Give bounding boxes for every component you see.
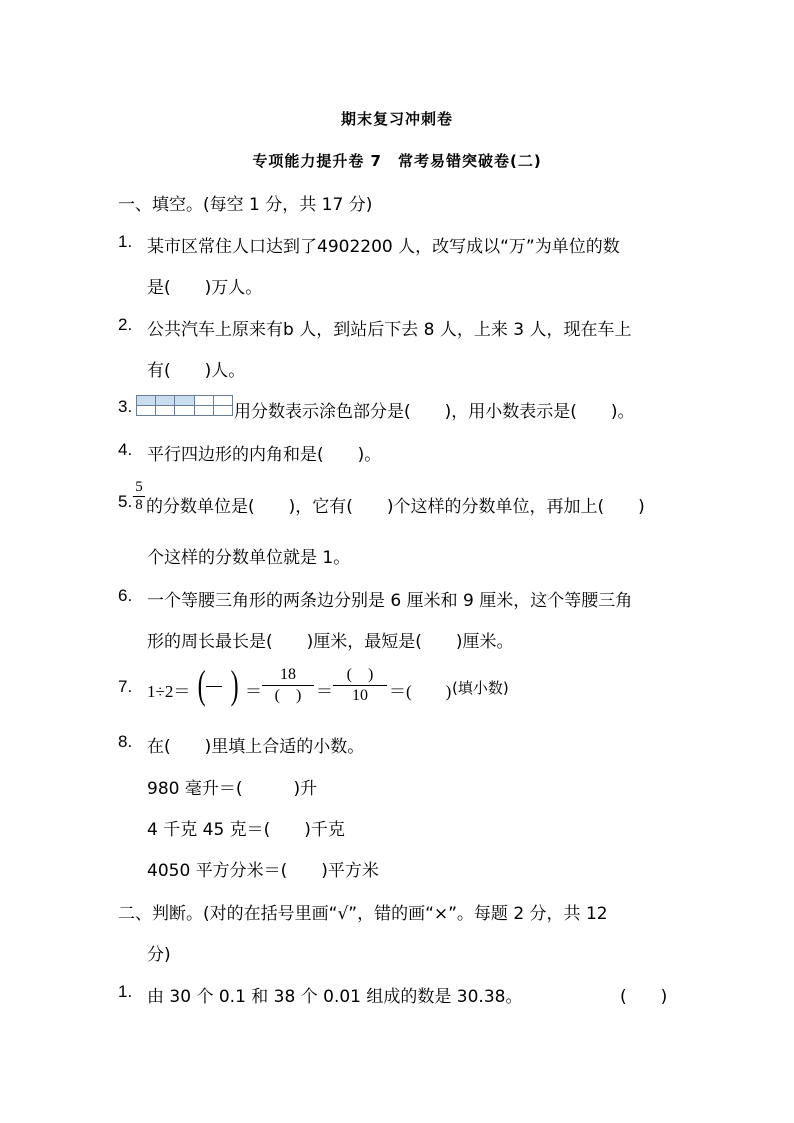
blank-fraction-bar bbox=[206, 686, 222, 687]
section-2-heading-line-1: 二、判断。(对的在括号里画“√”，错的画“×”。每题 2 分，共 12 bbox=[118, 904, 608, 924]
fraction-denominator: ( ) bbox=[274, 687, 302, 704]
page-title: 期末复习冲刺卷 bbox=[340, 110, 453, 128]
grid-cell bbox=[155, 405, 175, 416]
grid-cell bbox=[213, 405, 233, 416]
question-number: 8. bbox=[118, 732, 133, 751]
fraction-denominator: 8 bbox=[135, 497, 143, 513]
question-6-line-1: 一个等腰三角形的两条边分别是 6 厘米和 9 厘米，这个等腰三角 bbox=[147, 591, 633, 611]
question-2-line-2: 有( )人。 bbox=[147, 361, 246, 381]
fraction-denominator: 10 bbox=[352, 687, 368, 704]
fill-decimal-hint: (填小数) bbox=[452, 679, 509, 697]
question-5-line-2: 个这样的分数单位就是 1。 bbox=[147, 548, 351, 568]
question-number: 1. bbox=[118, 232, 133, 251]
question-number: 1. bbox=[118, 982, 133, 1001]
section-1-heading: 一、填空。(每空 1 分，共 17 分) bbox=[118, 195, 373, 215]
question-3-text: 用分数表示涂色部分是( )，用小数表示是( )。 bbox=[234, 402, 635, 422]
question-number: 4. bbox=[118, 440, 133, 459]
answer-blank: ( ) bbox=[620, 987, 668, 1007]
question-1-line-2: 是( )万人。 bbox=[147, 278, 263, 298]
question-2-line-1: 公共汽车上原来有b 人，到站后下去 8 人，上来 3 人，现在车上 bbox=[147, 320, 632, 340]
grid-cell bbox=[136, 405, 156, 416]
page-subtitle: 专项能力提升卷 7 常考易错突破卷(二) bbox=[252, 152, 542, 170]
conversion-item: 980 毫升＝( )升 bbox=[147, 779, 318, 799]
shaded-grid-figure bbox=[136, 395, 232, 415]
question-8-text: 在( )里填上合适的小数。 bbox=[147, 737, 365, 757]
question-6-line-2: 形的周长最长是( )厘米，最短是( )厘米。 bbox=[147, 632, 514, 652]
conversion-item: 4 千克 45 克＝( )千克 bbox=[147, 820, 345, 840]
question-5-line-1: 的分数单位是( )，它有( )个这样的分数单位，再加上( ) bbox=[146, 497, 645, 517]
equals-sign: ＝ bbox=[245, 682, 262, 701]
equation-rhs: ＝( ) bbox=[389, 682, 452, 701]
question-number: 7. bbox=[118, 677, 133, 696]
equation-lhs: 1÷2＝ bbox=[147, 682, 191, 701]
grid-cell bbox=[174, 405, 194, 416]
fraction-numerator: ( ) bbox=[346, 666, 374, 683]
question-4-text: 平行四边形的内角和是( )。 bbox=[147, 445, 382, 465]
fraction-18-over-blank bbox=[262, 665, 314, 706]
judgement-1-text: 由 30 个 0.1 和 38 个 0.01 组成的数是 30.38。 bbox=[147, 987, 523, 1007]
question-number: 5. bbox=[118, 492, 133, 511]
section-2-heading-line-2: 分) bbox=[147, 945, 171, 965]
question-number: 6. bbox=[118, 586, 133, 605]
question-number: 3. bbox=[118, 397, 133, 416]
fraction-blank-over-10 bbox=[333, 665, 387, 706]
question-1-line-1: 某市区常住人口达到了4902200 人，改写成以“万”为单位的数 bbox=[147, 237, 620, 257]
fraction-numerator: 18 bbox=[280, 666, 296, 683]
left-big-paren: ( bbox=[197, 662, 206, 707]
fraction-numerator: 5 bbox=[135, 479, 143, 495]
fraction-five-eighths bbox=[132, 479, 146, 513]
conversion-item: 4050 平方分米＝( )平方米 bbox=[147, 861, 379, 881]
question-number: 2. bbox=[118, 315, 133, 334]
right-big-paren: ) bbox=[230, 662, 239, 707]
grid-cell bbox=[194, 405, 214, 416]
equals-sign: ＝ bbox=[316, 682, 333, 701]
